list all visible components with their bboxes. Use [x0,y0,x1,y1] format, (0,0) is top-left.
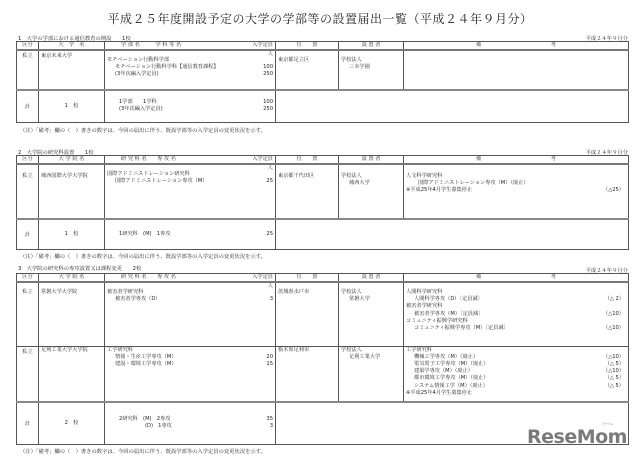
establisher-type: 学校法人 [341,346,362,353]
section-1-note: （注）「備考」欄の（ ）書きの数字は、今回の届出に伴う、既設学部等の入学定員の変更状況を示す。 [20,128,266,134]
university-name-cell: 城西国際大学大学院 [39,164,105,219]
header-establisher: 設 置 者 [339,42,404,51]
remark-line: 国際アドミニストレーション専攻（M）（廃止） [418,180,529,187]
establisher-cell [339,50,404,90]
dept-cell [105,282,276,346]
header-remarks [404,274,629,283]
remark-value: （△ 5） [604,375,624,382]
table-header-row [17,42,629,51]
capacity-value: 250 [263,71,273,78]
header-dept [105,156,276,165]
header-dept-a: 研 究 科 名 [121,274,147,280]
section-3-label: 3 大学院の研究科の専攻設置又は課程変更 2校 [18,266,142,272]
total-count: 1 校 [39,90,105,122]
remark-value: （△10） [603,325,624,332]
dept-cell [105,164,276,219]
table-row [17,282,629,346]
total-dept-cell [105,402,276,444]
total-kubun: 計 [17,90,39,122]
table-row [17,50,629,90]
dept-line: (3年次編入学定員) [115,71,159,78]
capacity-value [257,289,273,296]
total-kubun: 計 [17,402,39,444]
location-cell: 栃木県足利市 [276,346,339,402]
dept-line: 情報・生産工学専攻（M） [115,353,177,360]
establisher-cell [339,164,404,219]
establisher-type: 学校法人 [341,173,362,179]
remark-value: （△ 5） [604,360,624,367]
header-kubun: 区分 [17,156,39,165]
remark-line: 人間科学専攻（D）〔定員減〕 [414,296,483,303]
header-remarks [404,156,629,165]
header-dept-b: 専 攻 名 [157,156,176,162]
capacity-value: 25 [266,178,273,185]
total-dept-line: (D) 1専攻 [119,423,172,430]
total-capacity: 250 [263,106,273,113]
remark-value: （△25） [603,187,624,194]
total-dept-line: 1研究科 (M) 1専攻 [119,230,171,237]
header-location: 位 置 [276,42,339,51]
header-remarks-b: 考 [550,42,556,48]
remark-value [602,173,626,180]
header-dept-b: 学 科 等 名 [155,42,182,48]
total-count: 1 校 [39,219,105,249]
remark-value [602,318,626,325]
header-remarks-a: 備 [476,42,482,48]
dept-line: 建設・環境工学専攻（M） [115,360,177,367]
logo-ruby: リセマム [601,422,613,426]
header-establisher: 設 置 者 [339,274,404,283]
remark-value: （△10） [603,310,624,317]
page-title: 平成２５年度開設予定の大学の学部等の設置届出一覧（平成２４年９月分） [107,12,533,26]
table-header-row [17,156,629,165]
kubun-cell: 私立 [17,282,39,346]
establisher-cell [339,282,404,346]
header-remarks-b: 考 [550,274,556,280]
capacity-value: 20 [266,353,273,360]
establisher-name: 城西大学 [349,180,370,187]
remark-line: 人間科学研究科 [406,289,443,295]
header-dept [105,42,276,51]
header-location: 位 置 [276,156,339,165]
remark-line: 機械工学専攻（M）（廃止） [414,353,479,360]
remark-value [602,347,626,354]
total-capacity: 100 [263,99,273,106]
dept-line: 被害者学研究科 [107,289,144,295]
unit-label: 人 [267,165,273,171]
total-dept-line: 1学部 1学科 [119,99,157,106]
header-dept-b: 専 攻 名 [157,274,176,280]
total-empty [276,90,629,122]
remarks-cell [404,50,629,90]
section-3-date: 平成２４年９月分 [585,268,628,274]
header-dept [105,274,276,283]
section-1-date: 平成２４年９月分 [585,36,628,42]
university-name-cell: 常磐大学大学院 [39,282,105,346]
header-kubun: 区分 [17,42,39,51]
header-name: 大 学 院 名 [39,274,105,283]
capacity-value: 100 [263,64,273,71]
total-dept-cell [105,90,276,122]
table-row [17,164,629,219]
remark-line: 都市環境工学専攻（M）（廃止） [414,375,489,382]
establisher-cell [339,346,404,402]
dept-line: モチベーション行動科学科【通信教育課程】 [115,64,219,71]
remark-line: 工学研究科 [406,346,432,353]
capacity-value: 15 [266,360,273,367]
header-remarks [404,42,629,51]
section-1-table [16,41,629,123]
unit-label: 人 [267,51,273,57]
location-cell: 東京都足立区 [276,50,339,90]
header-dept-a: 研 究 科 名 [121,156,147,162]
header-establisher: 設 置 者 [339,156,404,165]
remark-line: ※平成25年4月学生募集停止 [406,187,473,194]
section-1-label: 1 大学の学部における通信教育の開設 1校 [18,36,131,42]
section-3-note: （注）「備考」欄の（ ）書きの数字は、今回の届出に伴う、既設学部等の入学定員の変更状況を示す。 [20,449,266,455]
section-2-date: 平成２４年９月分 [585,150,628,156]
establisher-name: 常磐大学 [349,296,370,303]
header-capacity: 入学定員 [252,274,273,280]
total-dept-cell [105,219,276,249]
remark-value: （△ 2） [604,296,624,303]
header-location: 位 置 [276,274,339,283]
header-name: 大 学 院 名 [39,156,105,165]
remark-value [602,390,626,397]
capacity-value [257,347,273,354]
remark-value: （△ 5） [604,382,624,389]
section-2-table [16,155,629,250]
remark-line: 被害者学専攻（M）〔定員減〕 [414,310,484,317]
remark-line: 電気電子工学専攻（M）（廃止） [414,360,489,367]
header-capacity: 入学定員 [252,156,273,162]
header-name: 大 学 名 [39,42,105,51]
header-remarks-b: 考 [550,156,556,162]
section-2-note: （注）「備考」欄の（ ）書きの数字は、今回の届出に伴う、既設学部等の入学定員の変更状況を示す。 [20,254,266,260]
total-row [17,219,629,249]
university-name-cell: 東京未来大学 [39,50,105,90]
remarks-cell [404,346,629,402]
dept-line: 被害者学専攻（D） [115,296,161,303]
capacity-value: 3 [269,296,273,303]
remark-line: コミュニティ振興学専攻（M）〔定員減〕 [414,325,509,332]
section-2-label: 2 大学院の研究科設置 1校 [18,150,94,156]
kubun-cell: 私立 [17,164,39,219]
university-name-cell: 足利工業大学大学院 [39,346,105,402]
total-kubun: 計 [17,219,39,249]
remarks-cell [404,282,629,346]
remark-value [602,303,626,310]
remark-value: （△10） [603,368,624,375]
dept-line: 国際アドミニストレーション専攻（M） [115,178,208,185]
dept-line: モチベーション行動科学部 [107,57,170,63]
establisher-type: 学校法人 [341,57,362,63]
total-row [17,90,629,122]
remark-line: ※平成25年4月学生募集停止 [406,389,473,396]
logo-text: ReseMom [527,426,627,448]
unit-label: 人 [267,283,273,289]
remark-line: コミュニティ振興学研究科 [406,317,468,324]
remark-line: 被害者学研究科 [406,303,443,310]
table-row [17,346,629,402]
kubun-cell: 私立 [17,346,39,402]
total-capacity: 35 [266,416,273,423]
kubun-cell: 私立 [17,50,39,90]
establisher-name: 足利工業大学 [349,353,381,360]
dept-cell [105,346,276,402]
header-kubun: 区分 [17,274,39,283]
total-capacity: 3 [269,423,273,430]
capacity-value [257,171,273,178]
header-remarks-a: 備 [476,156,482,162]
table-header-row [17,274,629,283]
establisher-name: 三幸学園 [349,64,370,71]
establisher-type: 学校法人 [341,289,362,295]
dept-line: 国際アドミニストレーション研究科 [107,171,190,177]
remark-line: システム情報工学（M）（廃止） [414,382,488,389]
remark-line: 人文科学研究科 [406,173,443,179]
header-dept-a: 学 部 名 [121,42,140,48]
remark-line: 建築学専攻（M）（廃止） [414,368,473,375]
section-3-table [16,273,629,445]
total-dept-line: (3年次編入学定員) [119,106,163,113]
total-dept-line: 2研究科 (M) 2専攻 [119,416,171,423]
location-cell: 茨城県水戸市 [276,282,339,346]
capacity-value [257,57,273,64]
header-capacity: 入学定員 [252,42,273,48]
header-remarks-a: 備 [476,274,482,280]
location-cell: 東京都千代田区 [276,164,339,219]
resemom-logo [527,422,627,448]
remark-value: （△10） [603,353,624,360]
total-count: 2 校 [39,402,105,444]
dept-cell [105,50,276,90]
dept-line: 工学研究科 [107,346,133,353]
remarks-cell [404,164,629,219]
total-empty [276,219,629,249]
total-capacity: 25 [266,230,273,237]
